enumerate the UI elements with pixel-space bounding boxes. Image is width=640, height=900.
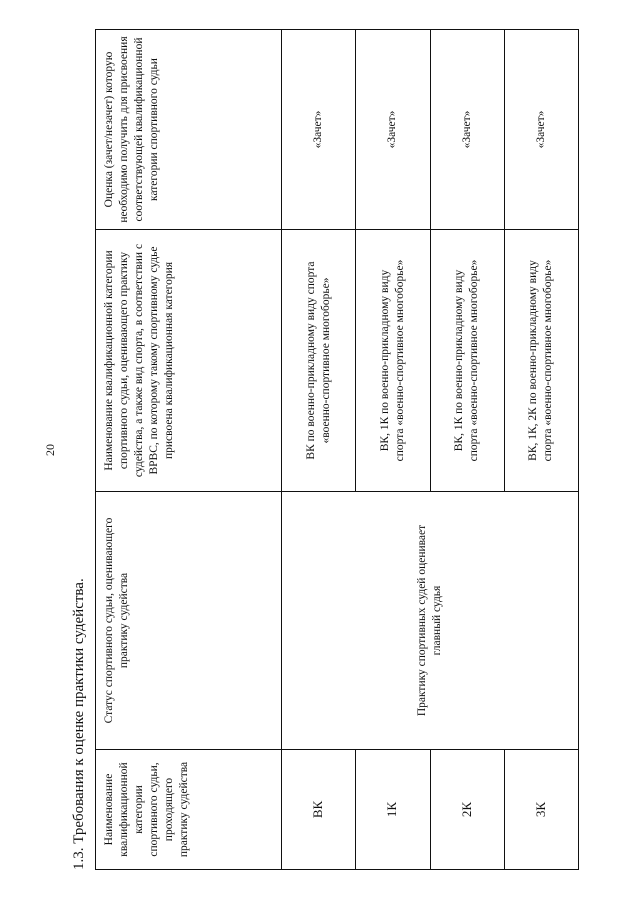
category-cell: ВК: [282, 750, 356, 870]
grade-cell: «Зачет»: [504, 30, 578, 230]
evaluator-category-cell: [282, 230, 356, 492]
evaluator-category-text: ВК, 1К по военно-прикладному виду спорта «военно-спортивное многоборье»: [378, 259, 406, 462]
evaluator-status-cell: [282, 492, 579, 750]
category-cell: 2К: [430, 750, 504, 870]
grade-cell: «Зачет»: [430, 30, 504, 230]
header-evaluator-status: Статус спортивного судьи, оценивающего практику судейства: [96, 492, 282, 750]
table-header-row: [96, 30, 282, 870]
section-title: 1.3. Требования к оценке практики судейства.: [71, 578, 87, 870]
header-grade: Оценка (зачет/незачет) которую необходимо получить для присвоения соответствующей квалификационной категории спортивного судьи: [96, 30, 282, 230]
evaluator-status-text: Практику спортивных судей оценивает главный судья: [416, 524, 443, 717]
grade-cell: «Зачет»: [356, 30, 430, 230]
evaluator-category-text: ВК, 1К, 2К по военно-прикладному виду спорта «военно-спортивное многоборье»: [527, 259, 555, 462]
evaluator-category-cell: [504, 230, 578, 492]
header-category: Наименование квалификационной категории спортивного судьи, проходящего практику судейства: [96, 750, 282, 870]
practice-requirements-table: [95, 29, 579, 870]
category-cell: 1К: [356, 750, 430, 870]
header-evaluator-category: Наименование квалификационной категории спортивного судьи, оценивающего практику судейства, а также вид спорта, в соответствии с ВРВС, по которому такому спортивному судье присвоена квалификационная категория: [96, 230, 282, 492]
page-number: 20: [42, 444, 57, 456]
evaluator-category-cell: [356, 230, 430, 492]
evaluator-category-text: ВК, 1К по военно-прикладному виду спорта «военно-спортивное многоборье»: [453, 259, 481, 462]
grade-cell: «Зачет»: [282, 30, 356, 230]
table-row: [282, 30, 356, 870]
rotated-content: [65, 30, 583, 870]
evaluator-category-text: ВК по военно-прикладному виду спорта «военно-спортивное многоборье»: [304, 261, 332, 460]
category-cell: 3К: [504, 750, 578, 870]
evaluator-category-cell: [430, 230, 504, 492]
